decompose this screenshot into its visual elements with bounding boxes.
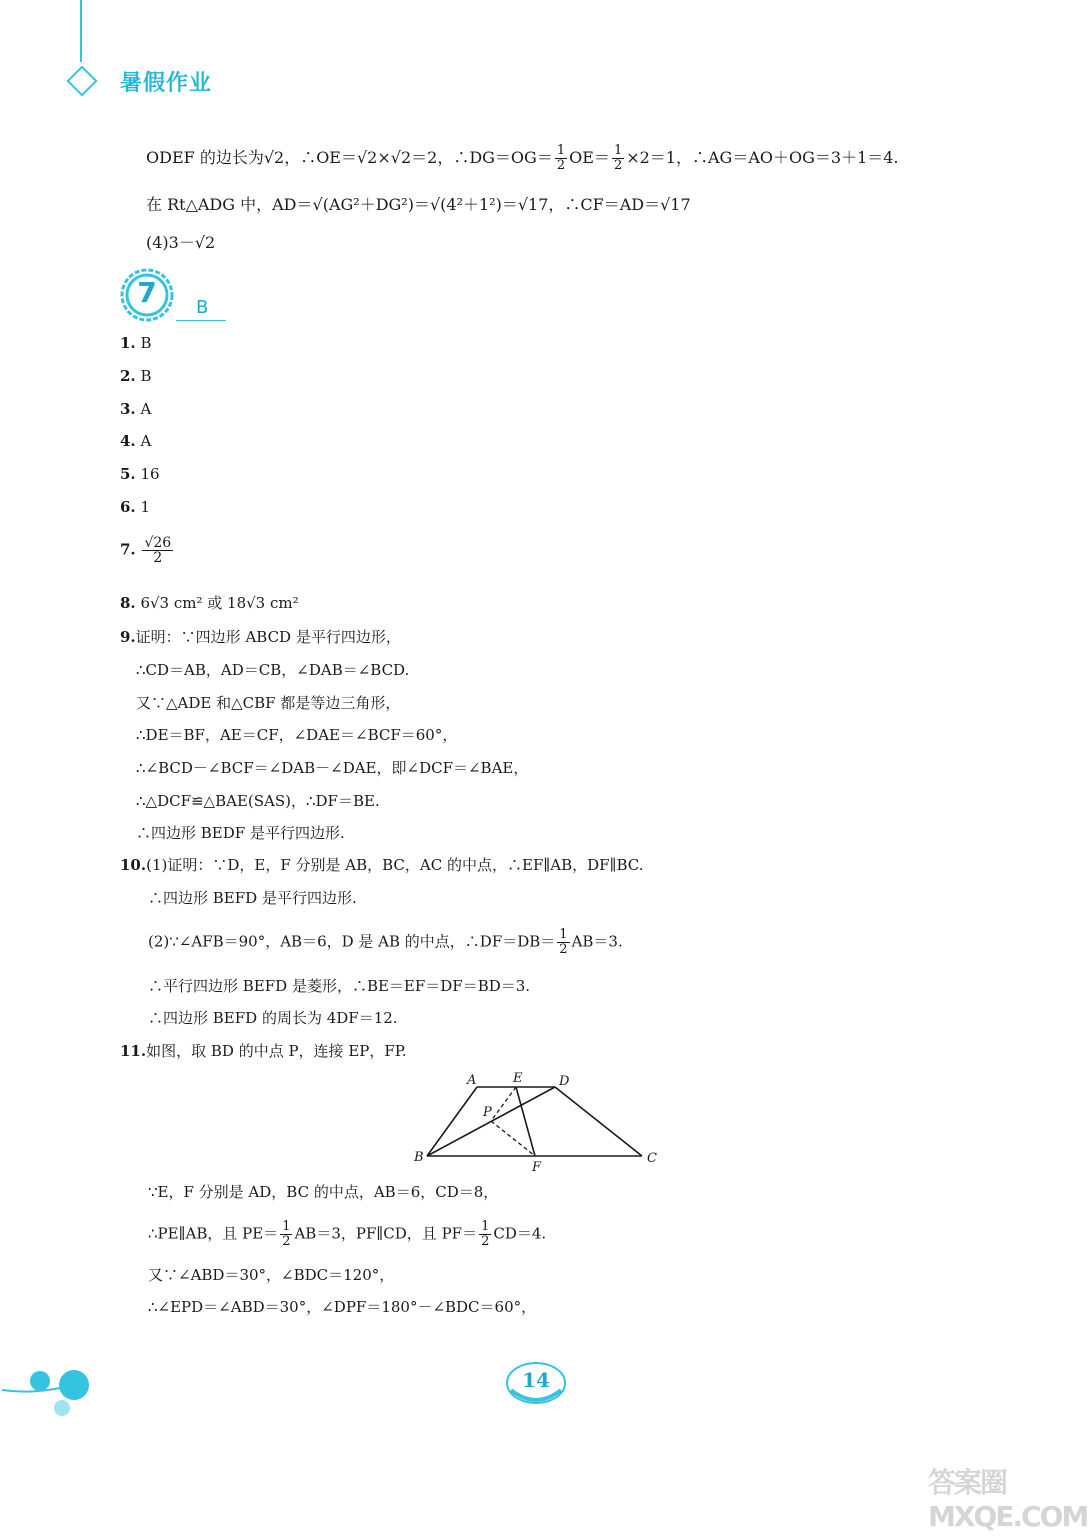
- label-D: D: [559, 1074, 570, 1089]
- q9-line-7: ∴四边形 BEDF 是平行四边形.: [136, 824, 345, 842]
- section-badge: [120, 268, 174, 322]
- top-line-1b: OE＝: [569, 148, 610, 167]
- q11-line-1: 11.如图，取 BD 的中点 P，连接 EP，FP.: [120, 1042, 407, 1060]
- top-line-1c: ×2＝1，∴AG＝AO＋OG＝3＋1＝4.: [626, 148, 899, 167]
- q10-line-1: 10.(1)证明：∵D，E，F 分别是 AB，BC，AC 的中点，∴EF∥AB，DF∥BC.: [120, 856, 644, 874]
- top-line-3: (4)3－√2: [146, 233, 216, 252]
- top-line-1: [146, 144, 899, 173]
- q11-line-5: ∴∠EPD＝∠ABD＝30°，∠DPF＝180°－∠BDC＝60°，: [148, 1298, 537, 1316]
- q11-line-4: 又∵∠ABD＝30°，∠BDC＝120°，: [148, 1266, 395, 1284]
- section-label: B: [196, 297, 209, 318]
- q10-line-4: ∴平行四边形 BEFD 是菱形，∴BE＝EF＝DF＝BD＝3.: [148, 977, 531, 995]
- label-F: F: [532, 1160, 542, 1175]
- answer-2: 2. B: [120, 367, 152, 385]
- answer-4: 4. A: [120, 432, 152, 450]
- label-B: B: [414, 1150, 424, 1165]
- header-line: [80, 0, 82, 62]
- answer-8: 8. 6√3 cm² 或 18√3 cm²: [120, 594, 299, 612]
- q9-line-3: 又∵△ADE 和△CBF 都是等边三角形，: [136, 694, 401, 712]
- q9-line-4: ∴DE＝BF，AE＝CF，∠DAE＝∠BCF＝60°，: [136, 726, 458, 744]
- segment-EF: [516, 1087, 535, 1156]
- label-A: A: [467, 1073, 477, 1088]
- header-title: 暑假作业: [120, 71, 213, 96]
- section-underline: [176, 320, 226, 321]
- answer-7: 7. $\frac{√26}{2}$: [120, 535, 172, 566]
- answer-6: 6. 1: [120, 498, 150, 516]
- top-line-1a: ODEF 的边长为√2，∴OE＝√2×√2＝2，∴DG＝OG＝: [146, 148, 553, 167]
- answer-1: 1. B: [120, 334, 152, 352]
- top-line-2: 在 Rt△ADG 中，AD＝√(AG²＋DG²)＝√(4²＋1²)＝√17，∴CF＝AD＝√17: [146, 195, 691, 214]
- answer-3: 3. A: [120, 400, 152, 418]
- label-C: C: [647, 1151, 657, 1166]
- q10-line-2: ∴四边形 BEFD 是平行四边形.: [148, 889, 357, 907]
- page-number-badge: [505, 1360, 567, 1406]
- footer-dots-icon: [0, 1360, 100, 1430]
- q10-line-3: (2)∵∠AFB＝90°，AB＝6，D 是 AB 的中点，∴DF＝DB＝ $\frac{1}{2}$ AB＝3.: [148, 927, 623, 957]
- answer-5: 5. 16: [120, 465, 160, 483]
- q11-line-2: ∵E，F 分别是 AD，BC 的中点，AB＝6，CD＝8，: [148, 1183, 499, 1201]
- page-number: 14: [522, 1368, 550, 1392]
- fraction: $\frac{1}{2}$: [556, 143, 566, 173]
- fraction: $\frac{1}{2}$: [613, 143, 623, 173]
- label-E: E: [513, 1071, 523, 1086]
- segment-DC: [555, 1087, 642, 1156]
- q9-line-6: ∴△DCF≌△BAE(SAS)，∴DF＝BE.: [136, 792, 380, 810]
- segment-PF: [491, 1121, 535, 1156]
- trapezoid-figure: [410, 1066, 670, 1176]
- q11-line-3: ∴PE∥AB，且 PE＝ $\frac{1}{2}$ AB＝3，PF∥CD，且 PF＝ $\frac{1}{2}$ CD＝4.: [148, 1219, 547, 1249]
- section-number: 7: [137, 276, 157, 309]
- diamond-icon: [66, 65, 97, 96]
- q9-line-5: ∴∠BCD－∠BCF＝∠DAB－∠DAE，即∠DCF＝∠BAE，: [136, 759, 529, 777]
- q9-line-1: 9.证明：∵四边形 ABCD 是平行四边形，: [120, 628, 401, 646]
- q10-line-5: ∴四边形 BEFD 的周长为 4DF＝12.: [148, 1009, 398, 1027]
- segment-AB: [427, 1087, 477, 1156]
- q9-line-2: ∴CD＝AB，AD＝CB，∠DAB＝∠BCD.: [136, 661, 410, 679]
- watermark: 答案圈 MXQE.COM: [928, 1466, 1088, 1533]
- segment-EP: [491, 1087, 516, 1121]
- label-P: P: [483, 1105, 492, 1120]
